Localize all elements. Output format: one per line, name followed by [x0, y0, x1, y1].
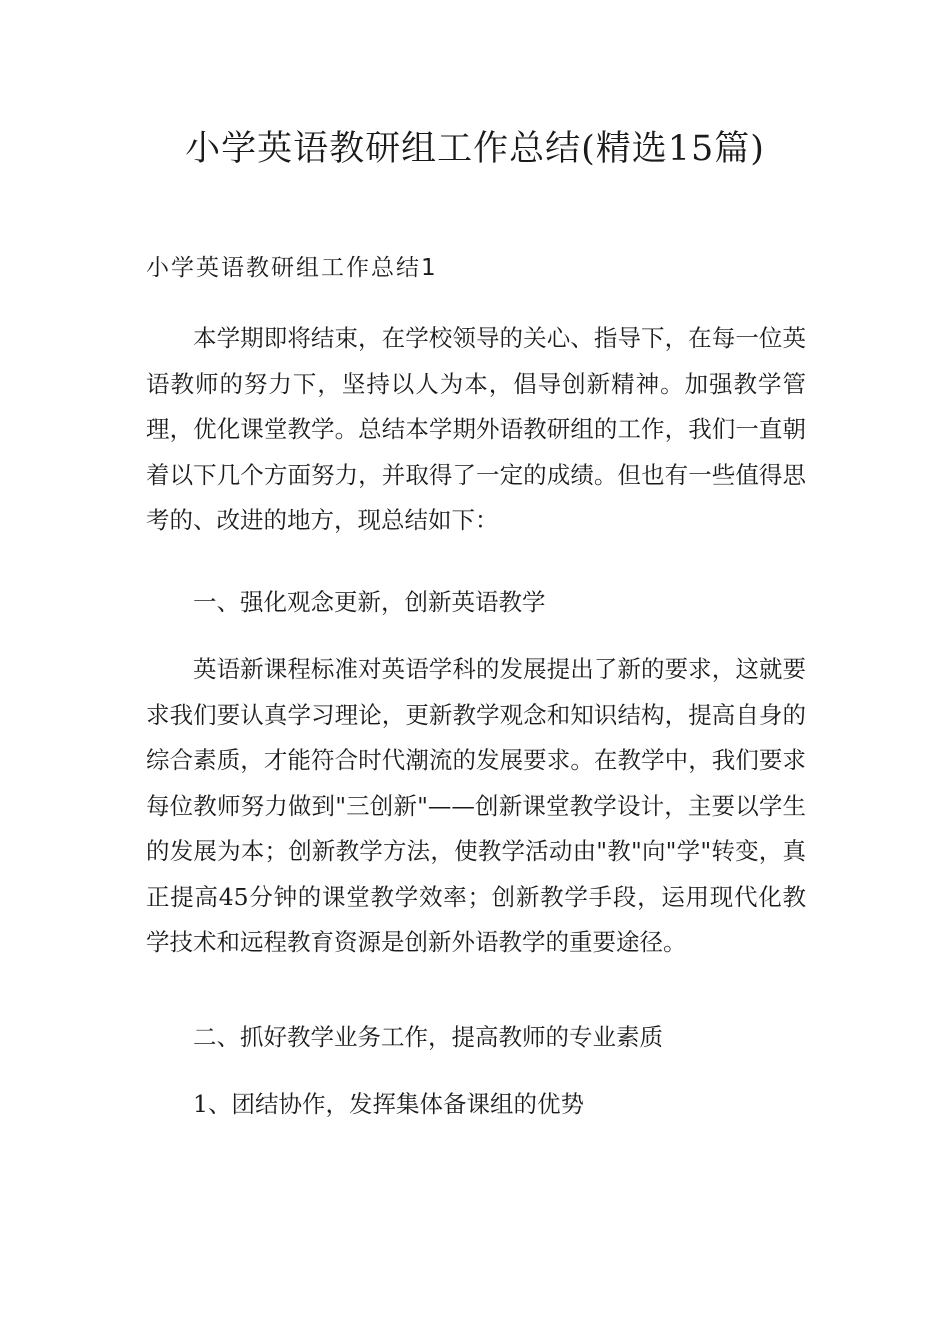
- section-title: 小学英语教研组工作总结1: [146, 255, 438, 281]
- paragraph-intro: 本学期即将结束，在学校领导的关心、指导下，在每一位英语教师的努力下，坚持以人为本，倡导创新精神。加强教学管理，优化课堂教学。总结本学期外语教研组的工作，我们一直朝着以下几个方面努力，并取得了一定的成绩。但也有一些值得思考的、改进的地方，现总结如下：: [146, 324, 806, 534]
- heading-two: 二、抓好教学业务工作，提高教师的专业素质: [193, 1023, 663, 1051]
- document-title: 小学英语教研组工作总结(精选15篇): [185, 129, 765, 169]
- heading-one: 一、强化观念更新，创新英语教学: [193, 588, 546, 616]
- paragraph-innovation: 英语新课程标准对英语学科的发展提出了新的要求，这就要求我们要认真学习理论，更新教学观念和知识结构，提高自身的综合素质，才能符合时代潮流的发展要求。在教学中，我们要求每位教师努力做到"三创新"——创新课堂教学设计，主要以学生的发展为本；创新教学方法，使教学活动由"教"向"学"转变，真正提高45分钟的课堂教学效率；创新教学手段，运用现代化教学技术和远程教育资源是创新外语教学的重要途径。: [146, 655, 806, 956]
- subheading-one: 1、团结协作，发挥集体备课组的优势: [193, 1090, 584, 1118]
